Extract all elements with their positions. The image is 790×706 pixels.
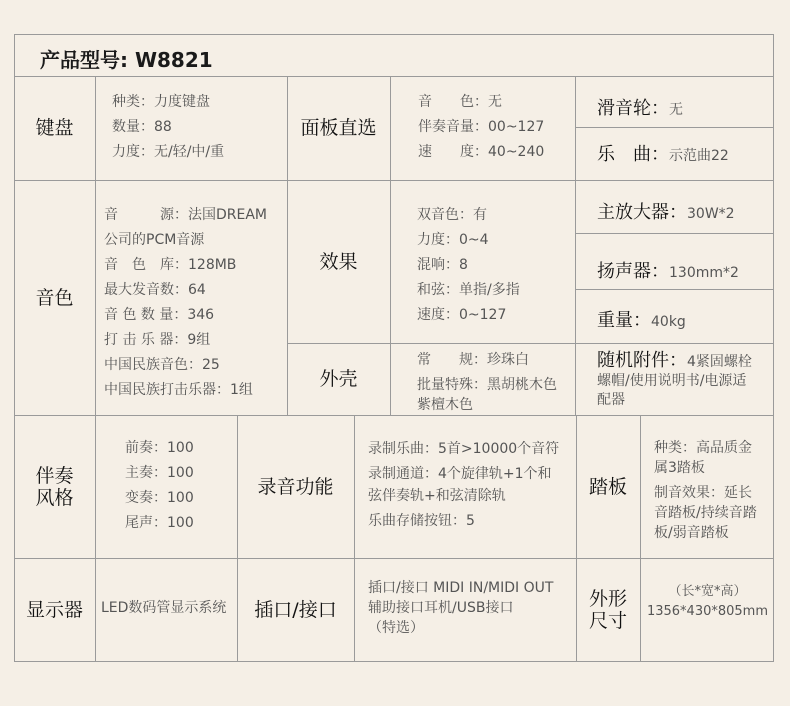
panel-specs	[418, 90, 544, 165]
spec-line: 变奏：100	[125, 490, 194, 506]
spec-line: 种类：高品质金	[654, 440, 752, 456]
spec-key: 主放大器：	[597, 202, 687, 223]
weight	[597, 306, 686, 332]
spec-value: 30W*2	[687, 206, 735, 222]
spec-line: 板/弱音踏板	[654, 525, 729, 541]
speaker	[597, 257, 739, 283]
spec-value: 40kg	[651, 314, 686, 330]
divider	[575, 289, 774, 290]
spec-line: 种类：力度键盘	[112, 94, 210, 110]
spec-line: 最大发音数：64	[104, 282, 206, 298]
spec-line: 混响：8	[417, 257, 468, 273]
effects-header: 效果	[319, 250, 358, 273]
shell-specs	[417, 350, 557, 415]
effects-specs	[417, 203, 520, 328]
spec-value: 配器	[597, 392, 625, 408]
spec-line: 双音色：有	[417, 207, 487, 223]
spec-line: 数量：88	[112, 119, 172, 135]
spec-line: 音踏板/持续音踏	[654, 505, 757, 521]
songs	[597, 140, 729, 166]
divider	[14, 558, 774, 559]
keyboard-header: 键盘	[35, 117, 74, 139]
display-spec: LED数码管显示系统	[101, 600, 227, 616]
accompaniment-header	[14, 415, 95, 558]
amplifier	[597, 198, 735, 224]
accessories	[597, 351, 752, 410]
spec-value: 无	[669, 102, 683, 118]
dimensions-specs	[641, 582, 774, 622]
ports-header: 插口/接口	[254, 599, 337, 621]
ports-specs	[368, 578, 553, 638]
divider	[95, 415, 96, 662]
spec-line: 伴奏音量：00~127	[418, 119, 545, 135]
accompaniment-specs	[125, 436, 194, 536]
spec-key: 重量：	[597, 310, 651, 331]
keyboard-specs	[112, 90, 224, 165]
spec-line: （长*宽*高）	[668, 584, 747, 599]
spec-line: 打 击 乐 器：9组	[104, 332, 211, 348]
divider	[354, 415, 355, 662]
pedal-header: 踏板	[588, 475, 627, 498]
spec-line: 音 源：法国DREAM	[104, 207, 268, 223]
spec-key: 扬声器：	[597, 261, 669, 282]
spec-line: 常 规：珍珠白	[417, 352, 529, 368]
slide-wheel	[597, 94, 683, 120]
recording-header: 录音功能	[257, 475, 334, 498]
display-header: 显示器	[25, 599, 83, 621]
spec-line: 力度：无/轻/中/重	[112, 144, 225, 160]
divider	[95, 76, 96, 415]
spec-line: 制音效果：延长	[654, 485, 752, 501]
spec-value: 示范曲22	[669, 148, 729, 164]
header-line: 尺寸	[588, 610, 627, 632]
panel-header: 面板直选	[300, 117, 377, 139]
divider	[14, 180, 774, 181]
spec-line: 1356*430*805mm	[646, 604, 769, 619]
divider	[575, 127, 774, 128]
spec-value: 螺帽/使用说明书/电源适	[597, 373, 747, 389]
spec-line: （特选）	[368, 620, 424, 636]
spec-line: 音 色：无	[418, 94, 502, 110]
divider	[575, 76, 576, 415]
spec-line: 音 色 数 量：346	[104, 307, 215, 323]
spec-key: 随机附件：	[597, 350, 687, 371]
shell-header: 外壳	[319, 368, 358, 390]
spec-line: 插口/接口 MIDI IN/MIDI OUT	[368, 580, 554, 596]
spec-line: 主奏：100	[125, 465, 194, 481]
recording-specs	[368, 438, 559, 532]
divider	[14, 415, 774, 416]
divider	[14, 76, 774, 77]
spec-line: 录制乐曲：5首>10000个音符	[368, 441, 560, 457]
spec-line: 录制通道：4个旋律轨+1个和	[368, 466, 552, 482]
header-line: 外形	[588, 588, 627, 610]
spec-line: 紫檀木色	[417, 397, 473, 413]
spec-line: 中国民族音色：25	[104, 357, 220, 373]
spec-line: 前奏：100	[125, 440, 194, 456]
divider	[640, 415, 641, 662]
spec-line: 速 度：40~240	[418, 144, 545, 160]
spec-line: 中国民族打击乐器：1组	[104, 382, 253, 398]
spec-line: 公司的PCM音源	[104, 232, 205, 248]
product-model-title: 产品型号: W8821	[40, 48, 213, 72]
spec-line: 弦伴奏轨+和弦清除轨	[368, 488, 506, 504]
divider	[390, 76, 391, 415]
spec-line: 辅助接口耳机/USB接口	[368, 600, 514, 616]
spec-line: 速度：0~127	[417, 307, 507, 323]
spec-value: 4紧固螺栓	[687, 354, 752, 370]
spec-key: 乐 曲：	[597, 144, 669, 165]
header-line: 风格	[35, 486, 74, 509]
spec-line: 尾声：100	[125, 515, 194, 531]
pedal-specs	[654, 438, 757, 543]
tone-specs	[104, 203, 267, 403]
spec-line: 力度：0~4	[417, 232, 489, 248]
dimensions-header	[576, 558, 640, 662]
spec-line: 属3踏板	[654, 460, 705, 476]
spec-key: 滑音轮：	[597, 98, 669, 119]
spec-line: 和弦：单指/多指	[417, 282, 520, 298]
tone-header: 音色	[35, 286, 74, 309]
header-line: 伴奏	[35, 464, 74, 487]
divider	[575, 233, 774, 234]
spec-value: 130mm*2	[669, 265, 739, 281]
spec-line: 批量特殊：黑胡桃木色	[417, 377, 557, 393]
spec-line: 乐曲存储按钮：5	[368, 513, 475, 529]
spec-line: 音 色 库：128MB	[104, 257, 237, 273]
